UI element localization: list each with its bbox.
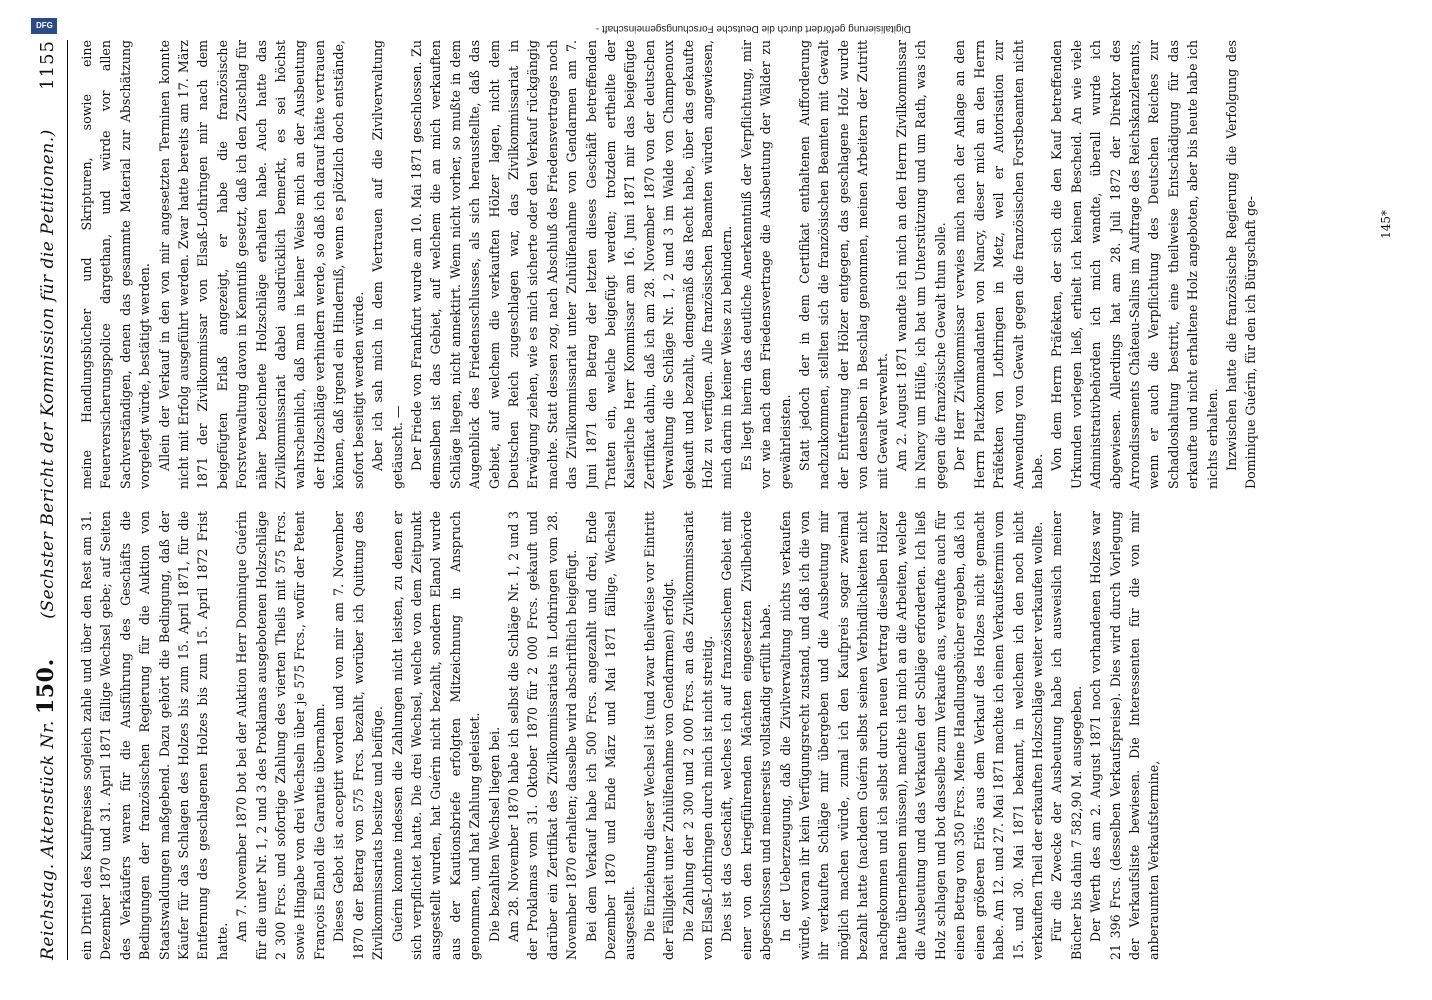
column-left xyxy=(77,511,1363,960)
document-number: 150. xyxy=(33,658,59,715)
dfg-logo: DFG xyxy=(31,18,57,34)
text-columns xyxy=(77,40,1363,960)
paragraph: Guérin konnte indessen die Zahlungen nicht leisten, zu denen er sich verpflichtet hatte. Die drei Wechsel, welche von dem Zeitpunkt ausgestellt wurden, hat Guérin nicht bezahlt, sondern Elanol wurde aus der Kautionsbriefe erfolgten Mitzeichnung in Anspruch genommen, und hat Zahlung geleistet. xyxy=(389,511,483,960)
header-left xyxy=(33,658,59,960)
page-header xyxy=(33,40,68,960)
paragraph: Statt jedoch der in dem Certifikat enthaltenen Aufforderung nachzukommen, stellten sich die französischen Beamten mit Gewalt der Entfernung der Hölzer entgegen, das geschlagene Holz wurde von denselben in Beschlag genommen, meinen Arbeitern der Zutritt mit Gewalt verwehrt. xyxy=(797,40,890,489)
paragraph: Es liegt hierin das deutliche Anerkenntniß der Verpflichtung, mir vor wie nach dem Friedensvertrage die Ausbeutung der Wälder zu gewährleisten. xyxy=(738,40,793,489)
header-title: Reichstag. Aktenstück Nr. xyxy=(38,720,58,960)
paragraph: Dies ist das Geschäft, welches ich auf französischem Gebiet mit einer von den kriegführenden Mächten eingesetzten Zivilbehörde abgeschlossen und meinerseits vollständig erfüllt habe. xyxy=(719,511,774,960)
paragraph: Dieses Gebot ist acceptirt worden und von mir am 7. November 1870 der Betrag von 575 Frcs. bezahlt, worüber ich Quittung des Zivilkommissariats besitze und beifüge. xyxy=(331,511,386,960)
paragraph: Der Werth des am 2. August 1871 noch vorhandenen Holzes war 21 396 Frcs. (desselben Verkaufspreise). Dies wird durch Vorlegung der Verkaufsliste bewiesen. Die Interessenten für die von mir anberaumten Verkaufstermine, xyxy=(1088,511,1162,960)
paragraph: In der Ueberzeugung, daß die Zivilverwaltung nichts verkaufen würde, woran ihr kein Verfügungsrecht zustand, und daß ich die von ihr verkauften Schläge mir übergeben und die Ausbeutung mir möglich machen würde, zumal ich den Kaufpreis sogar zweimal bezahlt hatte (nachdem Guérin selbst seinen Verbindlichkeiten nicht nachgekommen und ich selbst durch neuen Vertrag dieselben Hölzer hatte übernehmen müssen), machte ich mich an die Arbeiten, welche die Ausbeutung und das Verkaufen der Schläge erforderten. Ich ließ Holz schlagen und bot dasselbe zum Verkaufe aus, verkaufte auch für einen Betrag von 350 Frcs. Meine Handlungsbücher ergeben, daß ich einen größeren Erlös aus dem Verkauf des Holzes nicht gemacht habe. Am 12. und 27. Mai 1871 machte ich einen Verkaufstermin vom 15. und 30. Mai 1871 bekannt, in welchem ich den noch nicht verkauften Theil der erkauften Holzschläge weiter verkaufen wollte. xyxy=(777,511,1045,960)
paragraph: Die Einziehung dieser Wechsel ist (und zwar theilweise vor Eintritt der Fälligkeit unter Zuhülfenahme von Gendarmen) erfolgt. xyxy=(641,511,677,960)
paragraph: Allein der Verkauf in den von mir angesetzten Terminen konnte nicht mit Erfolg ausgeführt werden. Zwar hatte bereits am 17. März 1871 der Zivilkommissar von Elsaß-Lothringen mir nach dem beigefügten Erlaß angezeigt, er habe die französische Forstverwaltung davon in Kenntniß gesetzt, daß ich den Zuschlag für näher bezeichnete Holzschläge erhalten habe. Auch hatte das Zivilkommissariat dabei ausdrücklich bemerkt, es sei höchst wahrscheinlich, daß man in keiner Weise mich an der Ausbeutung der Holzschläge verhindern werde, so daß ich darauf hätte vertrauen können, daß irgend ein Hinderniß, wenn es plötzlich doch entstände, sofort beseitigt werden würde. xyxy=(156,40,366,489)
paragraph: Bei dem Verkauf habe ich 500 Frcs. angezahlt und drei, Ende Dezember 1870 und Ende März und Mai 1871 fällige, Wechsel ausgestellt. xyxy=(583,511,638,960)
column-right xyxy=(77,40,1363,489)
paragraph: Die Zahlung der 2 300 und 2 000 Frcs. an das Zivilkommissariat von Elsaß-Lothringen durch mich ist nicht streitig. xyxy=(680,511,715,960)
page-number: 1155 xyxy=(37,40,58,90)
paragraph: Die bezahlten Wechsel liegen bei. xyxy=(486,726,502,942)
paragraph: Für die Zwecke der Ausbeutung habe ich ausweislich meiner Bücher bis dahin 7 582,90 M. ausgegeben. xyxy=(1049,511,1084,960)
paragraph: Der Herr Zivilkommissar verwies mich nach der Anlage an den Herrn Platzkommandanten von Nancy, dieser mich an den Herrn Präfekten von Lothringen in Metz, weil er Autorisation zur Anwendung von Gewalt gegen die französischen Forstbeamten nicht habe. xyxy=(952,40,1045,489)
paragraph: ein Drittel des Kaufpreises sogleich zahle und über den Rest am 31. Dezember 1870 und 31. April 1871 fällige Wechsel gebe; auf Seiten des Verkäufers waren für die Ausführung des Geschäfts die Bedingungen der französischen Regierung für die Auktion von Staatswaldungen maßgebend. Dazu gehört die Bedingung, daß der Käufer für das Schlagen des Holzes bis zum 15. April 1871, für die Entfernung des geschlagenen Holzes bis zum 15. April 1872 Frist hatte. xyxy=(79,511,230,960)
paragraph: Aber ich sah mich in dem Vertrauen auf die Zivilverwaltung getäuscht. — xyxy=(370,40,405,489)
paragraph: Am 2. August 1871 wandte ich mich an den Herrn Zivilkommissar in Nancy um Hülfe, ich bat um Unterstützung und um Rath, was ich gegen die französische Gewalt thun solle. xyxy=(894,40,948,489)
paragraph: Am 28. November 1870 habe ich selbst die Schläge Nr. 1, 2 und 3 der Proklamas vom 31. Oktober 1870 für 2 000 Frcs. gekauft und darüber ein Zertifikat des Zivilkommissariats in Lothringen vom 28. November 1870 erhalten; dasselbe wird abschriftlich beigefügt. xyxy=(505,511,580,960)
funding-note: DFG Digitalisierung gefördert durch die Deutsche Forschungsgemeinschaft - xyxy=(31,18,911,34)
rotated-document-page xyxy=(21,10,1411,990)
signature-mark: 145* xyxy=(1379,210,1393,239)
paragraph: Der Friede von Frankfurt wurde am 10. Mai 1871 geschlossen. Zu demselben ist das Gebiet, auf welchem die an mich verkauften Schläge liegen, nicht annektirt. Wenn nicht vorher, so mußte in dem Augenblick des Friedensschlusses, als sich herausstellte, daß das Gebiet, auf welchem die verkauften Hölzer lagen, nicht dem Deutschen Reich zugeschlagen war, das Zivilkommissariat in Erwägung ziehen, wie es mich sicherte oder den Verkauf rückgängig machte. Statt dessen zog, nach Abschluß des Friedensvertrages noch das Zivilkommissariat unter Zuhülfenahme von Gendarmen am 7. Juni 1871 den Betrag der letzten dieses Geschäft betreffenden Tratten ein, welche beigefügt werden; trotzdem ertheilte der Kaiserliche Herr Kommissar am 16. Juni 1871 mir das beigefügte Zertifikat dahin, daß ich am 28. November 1870 von der deutschen Verwaltung die Schläge Nr. 1, 2 und 3 im Walde von Champenoux gekauft und bezahlt, demgemäß das Recht habe, über das gekaufte Holz zu verfügen. Alle französischen Beamten würden angewiesen, mich darin in keiner Weise zu behindern. xyxy=(408,40,735,489)
paragraph: meine Handlungsbücher und Skripturen, sowie eine Feuerversicherungspolice dargethan, und würde vor allen Sachverständigen, denen das gesammte Material zur Abschätzung vorgelegt würde, bestätigt werden. xyxy=(79,40,153,489)
header-center: (Sechster Bericht der Kommission für die Petitionen.) xyxy=(38,129,58,619)
paragraph: Inzwischen hatte die französische Regierung die Verfolgung des Dominique Guérin, für den ich Bürgschaft ge- xyxy=(1223,40,1259,489)
paragraph: Von dem Herrn Präfekten, der sich die den Kauf betreffenden Urkunden vorlegen ließ, erhielt ich keinen Bescheid. An wie viele Administrativbehörden ich mich wandte, überall wurde ich abgewiesen. Allerdings hat am 28. Juli 1872 der Direktor des Arrondissements Château-Salins im Auftrage des Reichskanzleramts, wenn er auch die Verpflichtung des Deutschen Reiches zur Schadloshaltung bestritt, eine theilweise Entschädigung für das erkaufte und nicht erhaltene Holz angeboten, aber bis heute habe ich nichts erhalten. xyxy=(1049,40,1220,489)
paragraph: Am 7. November 1870 bot bei der Auktion Herr Dominique Guérin für die unter Nr. 1, 2 und 3 des Proklamas ausgebotenen Holzschläge 2 300 Frcs. und sofortige Zahlung des vierten Theils mit 575 Frcs. sowie Hingabe von drei Wechseln über je 575 Frcs., wofür der Petent François Elanol die Garantie übernahm. xyxy=(234,511,327,960)
